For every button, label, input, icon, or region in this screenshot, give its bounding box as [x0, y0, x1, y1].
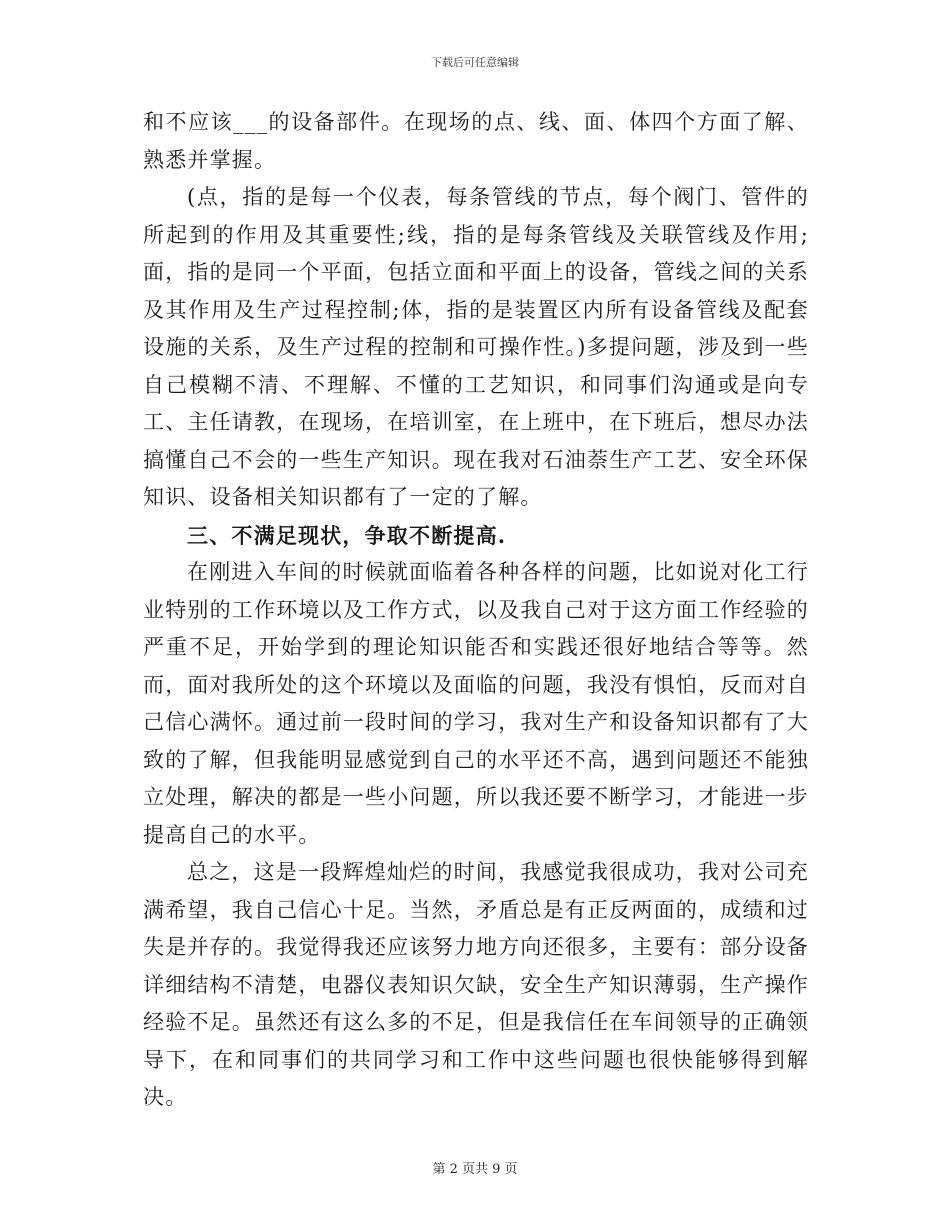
page-header: 下载后可任意编辑: [431, 56, 519, 69]
section-heading: 三、不满足现状，争取不断提高.: [187, 522, 507, 548]
paragraph-challenges: 在刚进入车间的时候就面临着各种各样的问题，比如说对化工行业特别的工作环境以及工作方式，以及我自己对于这方面工作经验的严重不足，开始学到的理论知识能否和实践还很好地结合等等。然而，面对我所处的这个环境以及面临的问题，我没有惧怕，反而对自己信心满怀。通过前一段时间的学习，我对生产和设备知识都有了大致的了解，但我能明显感觉到自己的水平还不高，遇到问题还不能独立处理，解决的都是一些小问题，所以我还要不断学习，才能进一步提高自己的水平。: [143, 560, 809, 847]
paragraph-explanation: (点，指的是每一个仪表，每条管线的节点，每个阀门、管件的所起到的作用及其重要性;线，指的是每条管线及关联管线及作用;面，指的是同一个平面，包括立面和平面上的设备，管线之间的关系及其作用及生产过程控制;体，指的是装置区内所有设备管线及配套设施的关系，及生产过程的控制和可操作性。)多提问题，涉及到一些自己模糊不清、不理解、不懂的工艺知识，和同事们沟通或是向专工、主任请教，在现场，在培训室，在上班中，在下班后，想尽办法搞懂自己不会的一些生产知识。现在我对石油萘生产工艺、安全环保知识、设备相关知识都有了一定的了解。: [143, 185, 809, 509]
page-number-footer: 第 2 页共 9 页: [432, 1162, 518, 1177]
document-body: [143, 104, 809, 1117]
paragraph-continuation: 和不应该___的设备部件。在现场的点、线、面、体四个方面了解、熟悉并掌握。: [143, 110, 809, 172]
paragraph-summary: 总之，这是一段辉煌灿烂的时间，我感觉我很成功，我对公司充满希望，我自己信心十足。当然，矛盾总是有正反两面的，成绩和过失是并存的。我觉得我还应该努力地方向还很多，主要有：部分设备详细结构不清楚，电器仪表知识欠缺，安全生产知识薄弱，生产操作经验不足。虽然还有这么多的不足，但是我信任在车间领导的正确领导下，在和同事们的共同学习和工作中这些问题也很快能够得到解决。: [143, 860, 809, 1109]
